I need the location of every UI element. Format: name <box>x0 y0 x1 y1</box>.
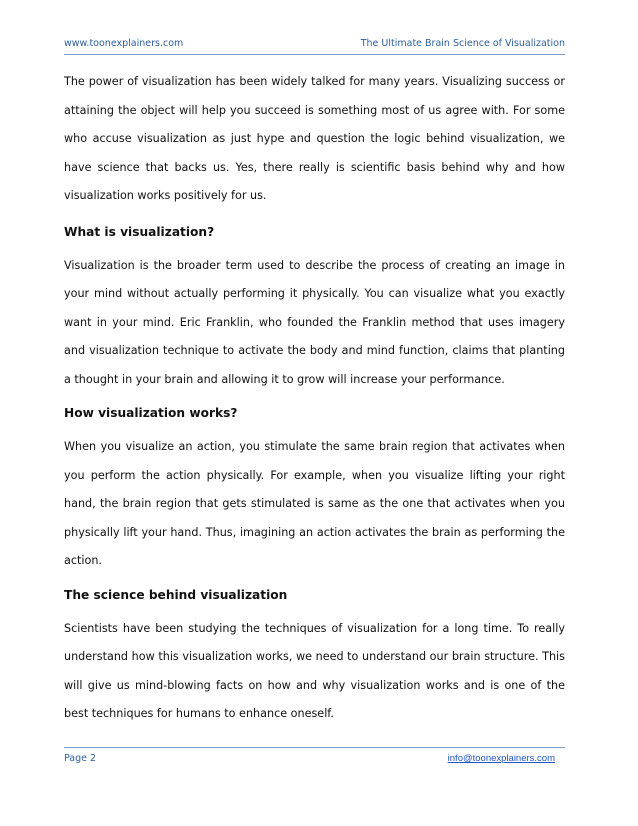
footer-page-number: Page 2 <box>64 753 97 764</box>
section-paragraph-what-is-visualization: Visualization is the broader term used to describe the process of creating an image in your mind without actually performing it physically. You can visualize what you exactly want in your mind. Eric Franklin, who founded the Franklin method that uses imagery and visualization technique to activate the body and mind function, claims that planting a thought in your brain and allowing it to grow will increase your performance. <box>64 258 565 386</box>
section-paragraph-science-behind-visualization: Scientists have been studying the techniques of visualization for a long time. To really understand how this visualization works, we need to understand our brain structure. This will give us mind-blowing facts on how and why visualization works and is one of the best techniques for humans to enhance oneself. <box>64 621 565 720</box>
section-paragraph-how-visualization-works: When you visualize an action, you stimulate the same brain region that activates when you perform the action physically. For example, when you visualize lifting your right hand, the brain region that gets stimulated is same as the one that activates when you physically lift your hand. Thus, imagining an action activates the brain as performing the action. <box>64 440 565 567</box>
page-footer <box>64 753 565 767</box>
section-heading-how-visualization-works: How visualization works? <box>64 406 238 420</box>
footer-divider <box>64 747 565 748</box>
section-heading-what-is-visualization: What is visualization? <box>64 224 215 239</box>
header-site-url: www.toonexplainers.com <box>64 38 184 49</box>
page-body <box>64 68 565 729</box>
header-divider <box>64 54 565 55</box>
footer-email-link[interactable]: info@toonexplainers.com <box>447 753 555 764</box>
header-document-title: The Ultimate Brain Science of Visualization <box>360 38 565 49</box>
section-heading-science-behind-visualization: The science behind visualization <box>64 587 288 602</box>
page-header <box>64 38 565 52</box>
intro-paragraph: The power of visualization has been widely talked for many years. Visualizing success or attaining the object will help you succeed is something most of us agree with. For some who accuse visualization as just hype and question the logic behind visualization, we have science that backs us. Yes, there really is scientific basis behind why and how visualization works positively for us. <box>64 75 565 202</box>
